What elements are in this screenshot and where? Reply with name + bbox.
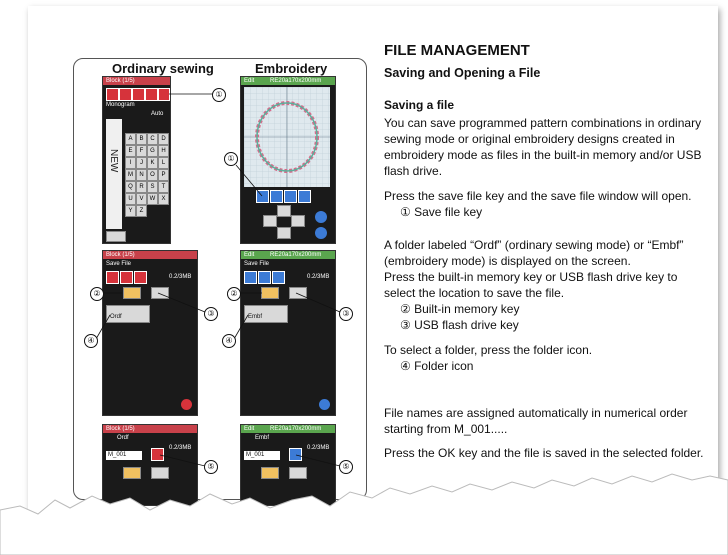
callout-2: ② (227, 287, 241, 301)
paragraph-5: File names are assigned automatically in numerical order starting from M_001..... (384, 406, 688, 436)
letter-key: F (136, 145, 147, 157)
letter-key: W (147, 193, 158, 205)
column-heading-ordinary: Ordinary sewing (112, 61, 214, 76)
paragraph-4 (384, 342, 704, 374)
paragraph-3 (384, 237, 704, 333)
callout-3: ③ (204, 307, 218, 321)
folder-name: Ordf (110, 314, 122, 320)
callout-2: ② (90, 287, 104, 301)
memory-usage: 0.2/3MB (169, 445, 192, 451)
letter-key: K (147, 157, 158, 169)
item-built-in-memory-key: ② Built-in memory key (400, 302, 520, 316)
letter-key: H (158, 145, 169, 157)
column-heading-embroidery: Embroidery (255, 61, 328, 76)
callout-4: ④ (222, 334, 236, 348)
callout-3: ③ (339, 307, 353, 321)
letter-key: P (158, 169, 169, 181)
save-file-title: Save File (106, 261, 132, 267)
letter-key: X (158, 193, 169, 205)
file-name: M_001 (246, 452, 265, 458)
page-subheading: Saving and Opening a File (384, 66, 541, 80)
torn-paper-edge (0, 470, 728, 555)
paragraph-2 (384, 188, 704, 220)
letter-key: Y (125, 205, 136, 217)
paragraph-2-text: Press the save file key and the save file window will open. (384, 189, 692, 203)
screen-title-bar: Edit RE20a170x200mm (241, 425, 335, 433)
callout-4: ④ (84, 334, 98, 348)
letter-key: L (158, 157, 169, 169)
callout-1: ① (224, 152, 238, 166)
letter-key: N (136, 169, 147, 181)
letter-key: S (147, 181, 158, 193)
letter-key: J (136, 157, 147, 169)
screen-title-bar: Edit RE20a170x200mm (241, 251, 335, 259)
letter-key: A (125, 133, 136, 145)
letter-key: U (125, 193, 136, 205)
file-name: M_001 (108, 452, 127, 458)
callout-5: ⑤ (204, 460, 218, 474)
letter-key: B (136, 133, 147, 145)
letter-key: I (125, 157, 136, 169)
section-heading: Saving a file (384, 98, 455, 112)
auto-label: Auto (151, 111, 164, 117)
letter-key: C (147, 133, 158, 145)
monogram-label: Monogram (106, 102, 135, 108)
paragraph-3b-text: Press the built-in memory key or USB flash drive key to select the location to save the file. (384, 270, 678, 300)
folder-name: Embf (248, 314, 263, 320)
memory-usage: 0.2/3MB (307, 274, 330, 280)
letter-key: V (136, 193, 147, 205)
screen-title-bar: Edit RE20a170x200mm (241, 77, 335, 85)
folder-path: Ordf (117, 435, 129, 441)
paragraph-6: Press the OK key and the file is saved in the selected folder. (384, 446, 704, 460)
paragraph-3a-text: A folder labeled “Ordf” (ordinary sewing mode) or “Embf” (embroidery mode) is displayed on the screen. (384, 238, 684, 268)
item-usb-flash-drive-key: ③ USB flash drive key (400, 318, 519, 332)
screen-title-bar: Block (1/5) (103, 251, 197, 259)
callout-5: ⑤ (339, 460, 353, 474)
item-save-file-key: ① Save file key (400, 205, 483, 219)
folder-path: Embf (255, 435, 270, 441)
screen-title-bar: Block (1/5) (103, 425, 197, 433)
letter-key: O (147, 169, 158, 181)
memory-usage: 0.2/3MB (307, 445, 330, 451)
letter-key: Z (136, 205, 147, 217)
letter-key: G (147, 145, 158, 157)
save-file-title: Save File (244, 261, 270, 267)
screen-title-bar: Block (1/5) (103, 77, 170, 85)
letter-key: M (125, 169, 136, 181)
paragraph-4-text: To select a folder, press the folder icon. (384, 343, 593, 357)
memory-usage: 0.2/3MB (169, 274, 192, 280)
letter-key: E (125, 145, 136, 157)
paragraph-1: You can save programmed pattern combinations in ordinary sewing mode or original embroidery designs created in embroidery mode as files in the built-in memory and/or USB flash drive. (384, 116, 702, 178)
letter-key: R (136, 181, 147, 193)
letter-key: Q (125, 181, 136, 193)
new-text: NEW (108, 149, 119, 173)
letter-key: T (158, 181, 169, 193)
callout-1: ① (212, 88, 226, 102)
letter-key: D (158, 133, 169, 145)
page-heading: FILE MANAGEMENT (384, 42, 530, 59)
item-folder-icon: ④ Folder icon (400, 359, 474, 373)
